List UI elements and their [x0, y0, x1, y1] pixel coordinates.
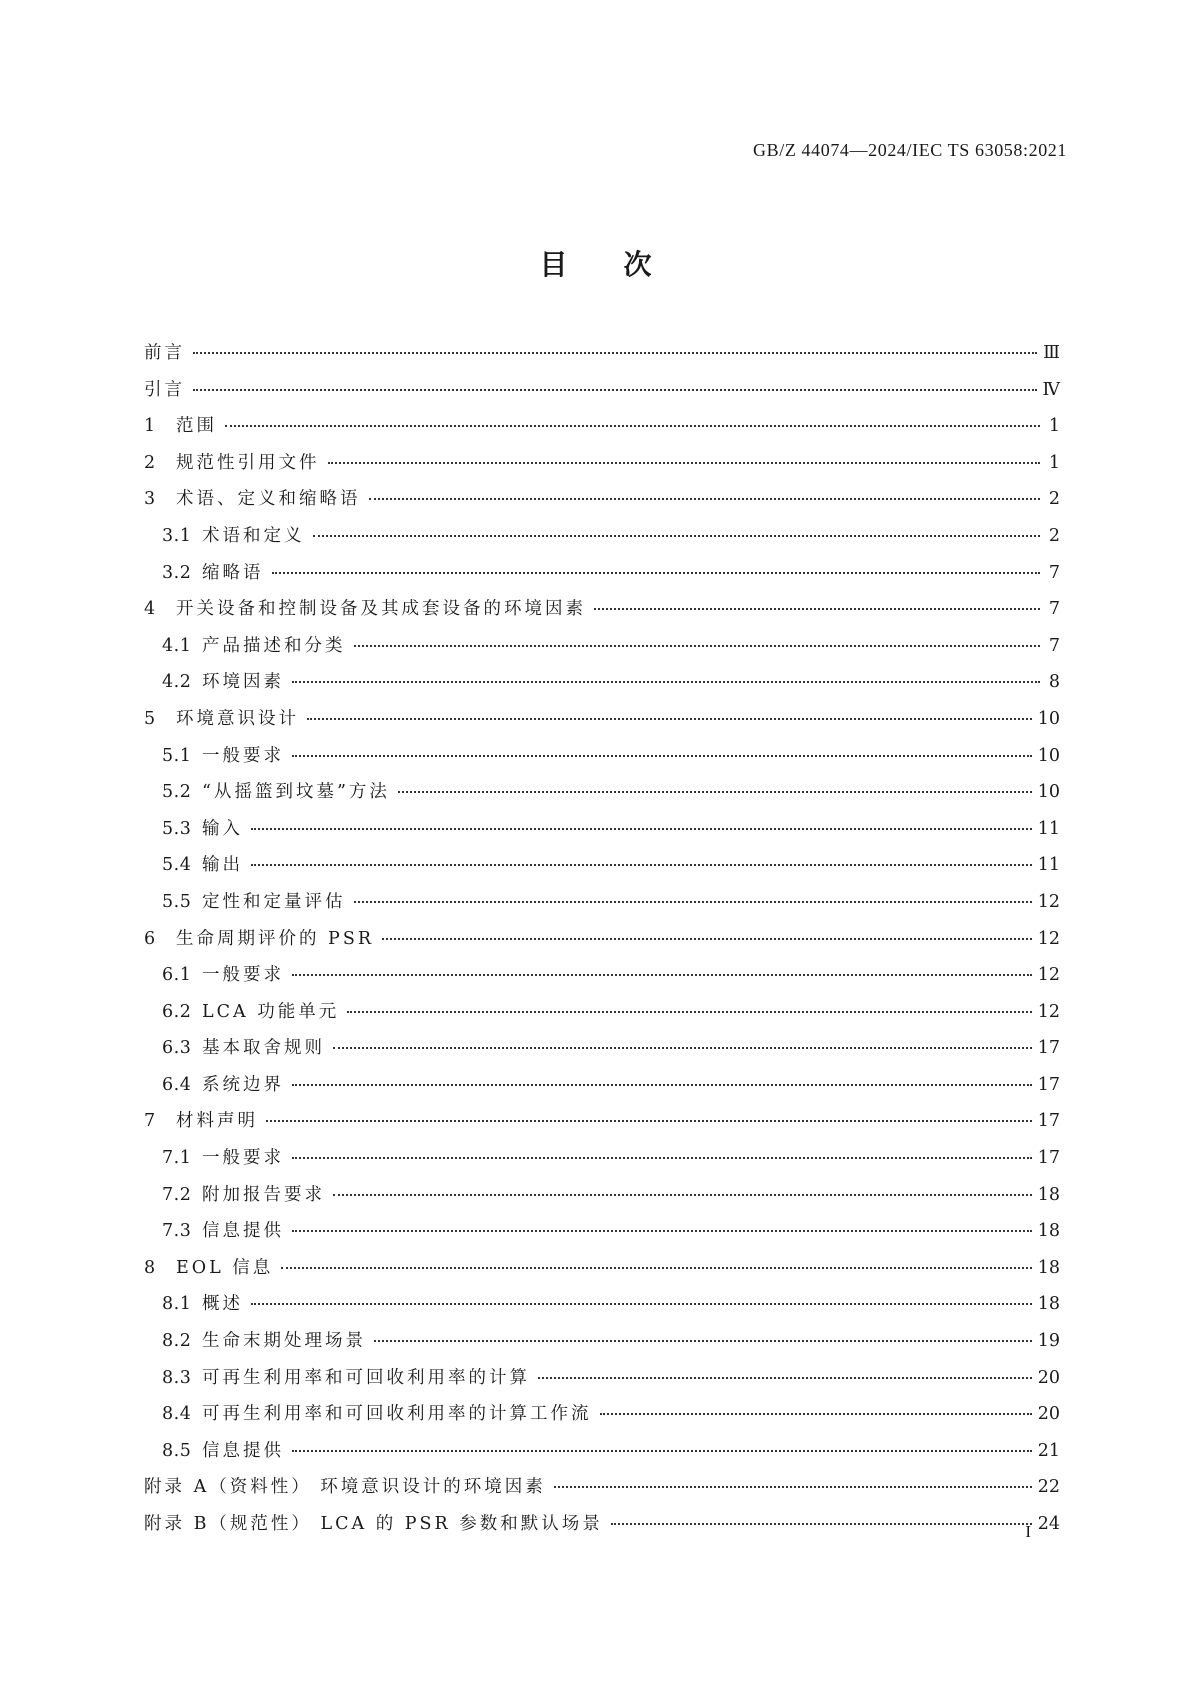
- toc-entry-number: 6.2: [162, 1001, 192, 1022]
- toc-entry-number: 8.4: [162, 1404, 192, 1425]
- toc-entry-label: 一般要求: [202, 745, 284, 766]
- toc-entry-label: 可再生利用率和可回收利用率的计算工作流: [202, 1404, 592, 1425]
- toc-entry-page: 17: [1037, 1148, 1060, 1169]
- toc-dot-leader: [266, 1106, 1032, 1126]
- toc-entry-label: 系统边界: [202, 1074, 284, 1095]
- toc-dot-leader: [307, 704, 1032, 724]
- toc-dot-leader: [398, 777, 1032, 797]
- toc-entry-label: 定性和定量评估: [202, 891, 346, 912]
- toc-entry-page: 12: [1037, 928, 1060, 949]
- toc-dot-leader: [193, 375, 1037, 395]
- toc-entry[interactable]: [144, 704, 1060, 741]
- toc-entry-number: 5.1: [162, 745, 192, 766]
- toc-entry-page: 19: [1037, 1331, 1060, 1352]
- toc-dot-leader: [225, 411, 1040, 431]
- toc-dot-leader: [292, 741, 1032, 761]
- toc-entry-page: 7: [1048, 562, 1060, 583]
- toc-entry[interactable]: [144, 1363, 1060, 1400]
- toc-dot-leader: [600, 1399, 1032, 1419]
- toc-entry-number: 3: [144, 489, 156, 510]
- toc-entry-label: LCA 功能单元: [202, 1001, 340, 1022]
- toc-dot-leader: [328, 448, 1041, 468]
- toc-entry-label: 输出: [202, 855, 243, 876]
- table-of-contents: [144, 338, 1060, 1546]
- toc-entry[interactable]: [144, 850, 1060, 887]
- toc-entry-number: 1: [144, 416, 156, 437]
- toc-entry[interactable]: [144, 1289, 1060, 1326]
- toc-entry-page: 17: [1037, 1038, 1060, 1059]
- toc-entry-page: 11: [1037, 855, 1060, 876]
- toc-entry-number: 2: [144, 452, 156, 473]
- toc-entry-number: 8.5: [162, 1440, 192, 1461]
- toc-entry-label: 一般要求: [202, 965, 284, 986]
- toc-entry-page: 12: [1037, 1001, 1060, 1022]
- toc-entry-label: 基本取舍规则: [202, 1038, 325, 1059]
- toc-entry-page: 17: [1037, 1111, 1060, 1132]
- toc-entry-label: 附录 B（规范性） LCA 的 PSR 参数和默认场景: [144, 1514, 603, 1534]
- toc-entry-page: 10: [1037, 782, 1060, 803]
- toc-entry-label: 输入: [202, 818, 243, 839]
- toc-entry-label: EOL 信息: [176, 1257, 274, 1278]
- toc-dot-leader: [611, 1509, 1032, 1529]
- toc-entry-label: 一般要求: [202, 1148, 284, 1169]
- toc-entry-page: Ⅳ: [1042, 379, 1060, 400]
- toc-entry-number: 6: [144, 928, 156, 949]
- toc-dot-leader: [193, 338, 1037, 358]
- page-title: 目次: [539, 248, 708, 281]
- toc-entry[interactable]: [144, 338, 1060, 375]
- toc-entry-page: 12: [1037, 965, 1060, 986]
- toc-dot-leader: [354, 631, 1041, 651]
- toc-entry[interactable]: [144, 1509, 1060, 1546]
- toc-dot-leader: [251, 850, 1032, 870]
- toc-dot-leader: [538, 1363, 1032, 1383]
- toc-entry-number: 8: [144, 1257, 156, 1278]
- toc-entry[interactable]: [144, 1143, 1060, 1180]
- toc-entry-label: 附加报告要求: [202, 1184, 325, 1205]
- toc-entry-number: 6.3: [162, 1038, 192, 1059]
- toc-entry[interactable]: [144, 411, 1060, 448]
- toc-entry-number: 5.4: [162, 855, 192, 876]
- toc-entry-label: 可再生利用率和可回收利用率的计算: [202, 1367, 530, 1388]
- toc-entry-page: 10: [1037, 708, 1060, 729]
- toc-entry-label: 信息提供: [202, 1440, 284, 1461]
- toc-entry[interactable]: [144, 1070, 1060, 1107]
- toc-entry-label: 信息提供: [202, 1221, 284, 1242]
- toc-entry-number: 7.3: [162, 1221, 192, 1242]
- toc-entry-page: 22: [1037, 1477, 1060, 1498]
- toc-entry-label: 前言: [144, 343, 185, 363]
- toc-dot-leader: [594, 594, 1040, 614]
- toc-dot-leader: [333, 1033, 1032, 1053]
- toc-entry[interactable]: [144, 997, 1060, 1034]
- toc-entry[interactable]: [144, 1253, 1060, 1290]
- toc-entry[interactable]: [144, 1106, 1060, 1143]
- toc-entry[interactable]: [144, 1399, 1060, 1436]
- toc-dot-leader: [382, 924, 1032, 944]
- toc-dot-leader: [292, 1070, 1032, 1090]
- toc-entry-number: 4: [144, 599, 156, 620]
- toc-entry-page: 18: [1037, 1294, 1060, 1315]
- toc-entry-page: 21: [1037, 1440, 1060, 1461]
- toc-entry[interactable]: [144, 814, 1060, 851]
- standard-code: GB/Z 44074—2024/IEC TS 63058:2021: [753, 140, 1067, 160]
- toc-entry-number: 8.2: [162, 1331, 192, 1352]
- toc-entry-number: 5: [144, 708, 156, 729]
- toc-entry-number: 4.1: [162, 635, 192, 656]
- toc-entry[interactable]: [144, 667, 1060, 704]
- toc-dot-leader: [333, 1180, 1032, 1200]
- toc-dot-leader: [313, 521, 1041, 541]
- toc-entry-label: 开关设备和控制设备及其成套设备的环境因素: [176, 599, 586, 620]
- toc-dot-leader: [292, 1216, 1032, 1236]
- toc-entry-page: 2: [1048, 525, 1060, 546]
- toc-entry[interactable]: [144, 1472, 1060, 1509]
- toc-dot-leader: [281, 1253, 1031, 1273]
- toc-entry[interactable]: [144, 448, 1060, 485]
- toc-entry[interactable]: [144, 1180, 1060, 1217]
- toc-entry-number: 6.1: [162, 965, 192, 986]
- toc-entry-page: 10: [1037, 745, 1060, 766]
- toc-entry[interactable]: [144, 484, 1060, 521]
- toc-dot-leader: [354, 887, 1032, 907]
- toc-entry-number: 8.3: [162, 1367, 192, 1388]
- page-number: I: [1025, 1522, 1031, 1541]
- toc-entry-label: 范围: [176, 416, 217, 437]
- toc-dot-leader: [272, 558, 1041, 578]
- toc-entry-label: 缩略语: [202, 562, 264, 583]
- toc-entry-number: 7.2: [162, 1184, 192, 1205]
- toc-dot-leader: [251, 814, 1032, 834]
- toc-entry[interactable]: [144, 631, 1060, 668]
- toc-entry[interactable]: [144, 1216, 1060, 1253]
- toc-entry-page: 7: [1048, 635, 1060, 656]
- toc-entry-number: 6.4: [162, 1074, 192, 1095]
- toc-entry[interactable]: [144, 924, 1060, 961]
- toc-entry[interactable]: [144, 741, 1060, 778]
- toc-entry[interactable]: [144, 1436, 1060, 1473]
- toc-entry-page: 1: [1048, 416, 1060, 437]
- toc-entry[interactable]: [144, 1033, 1060, 1070]
- toc-entry-page: 7: [1048, 599, 1060, 620]
- toc-entry-label: 概述: [202, 1294, 243, 1315]
- toc-entry[interactable]: [144, 521, 1060, 558]
- toc-entry-label: 生命末期处理场景: [202, 1331, 366, 1352]
- toc-entry-label: 术语和定义: [202, 525, 305, 546]
- toc-dot-leader: [251, 1289, 1032, 1309]
- toc-entry-page: 18: [1037, 1221, 1060, 1242]
- toc-entry[interactable]: [144, 960, 1060, 997]
- toc-entry[interactable]: [144, 1326, 1060, 1363]
- toc-entry-label: 生命周期评价的 PSR: [176, 928, 375, 949]
- toc-entry-number: 4.2: [162, 672, 192, 693]
- toc-entry-number: 8.1: [162, 1294, 192, 1315]
- toc-entry-page: 12: [1037, 891, 1060, 912]
- toc-entry-page: 11: [1037, 818, 1060, 839]
- toc-entry-number: 5.3: [162, 818, 192, 839]
- toc-entry[interactable]: [144, 375, 1060, 412]
- toc-entry-label: 材料声明: [176, 1111, 258, 1132]
- toc-entry[interactable]: [144, 558, 1060, 595]
- toc-entry-number: 7: [144, 1111, 156, 1132]
- toc-dot-leader: [554, 1472, 1032, 1492]
- toc-entry-page: 2: [1048, 489, 1060, 510]
- toc-dot-leader: [292, 1143, 1032, 1163]
- toc-entry-number: 5.5: [162, 891, 192, 912]
- toc-dot-leader: [292, 960, 1032, 980]
- toc-entry-page: 18: [1037, 1257, 1060, 1278]
- toc-entry-page: 18: [1037, 1184, 1060, 1205]
- toc-entry-number: 5.2: [162, 782, 192, 803]
- toc-entry[interactable]: [144, 887, 1060, 924]
- toc-entry-label: 规范性引用文件: [176, 452, 320, 473]
- toc-entry[interactable]: [144, 777, 1060, 814]
- toc-entry-number: 7.1: [162, 1148, 192, 1169]
- toc-entry-label: 环境意识设计: [176, 708, 299, 729]
- toc-dot-leader: [347, 997, 1032, 1017]
- toc-entry-label: 环境因素: [202, 672, 284, 693]
- toc-entry-page: 20: [1037, 1404, 1060, 1425]
- toc-dot-leader: [369, 484, 1041, 504]
- toc-entry-page: 20: [1037, 1367, 1060, 1388]
- toc-dot-leader: [292, 667, 1040, 687]
- toc-entry-number: 3.1: [162, 525, 192, 546]
- toc-entry[interactable]: [144, 594, 1060, 631]
- toc-entry-label: 附录 A（资料性） 环境意识设计的环境因素: [144, 1477, 546, 1498]
- toc-entry-page: 8: [1048, 672, 1060, 693]
- toc-entry-label: 产品描述和分类: [202, 635, 346, 656]
- toc-dot-leader: [374, 1326, 1032, 1346]
- toc-entry-label: 引言: [144, 379, 185, 400]
- toc-dot-leader: [292, 1436, 1032, 1456]
- toc-entry-page: 1: [1048, 452, 1060, 473]
- toc-entry-page: Ⅲ: [1043, 343, 1060, 363]
- toc-entry-label: 术语、定义和缩略语: [176, 489, 361, 510]
- toc-entry-page: 17: [1037, 1074, 1060, 1095]
- toc-entry-label: “从摇篮到坟墓”方法: [202, 782, 390, 803]
- toc-entry-page: 24: [1037, 1514, 1060, 1534]
- toc-entry-number: 3.2: [162, 562, 192, 583]
